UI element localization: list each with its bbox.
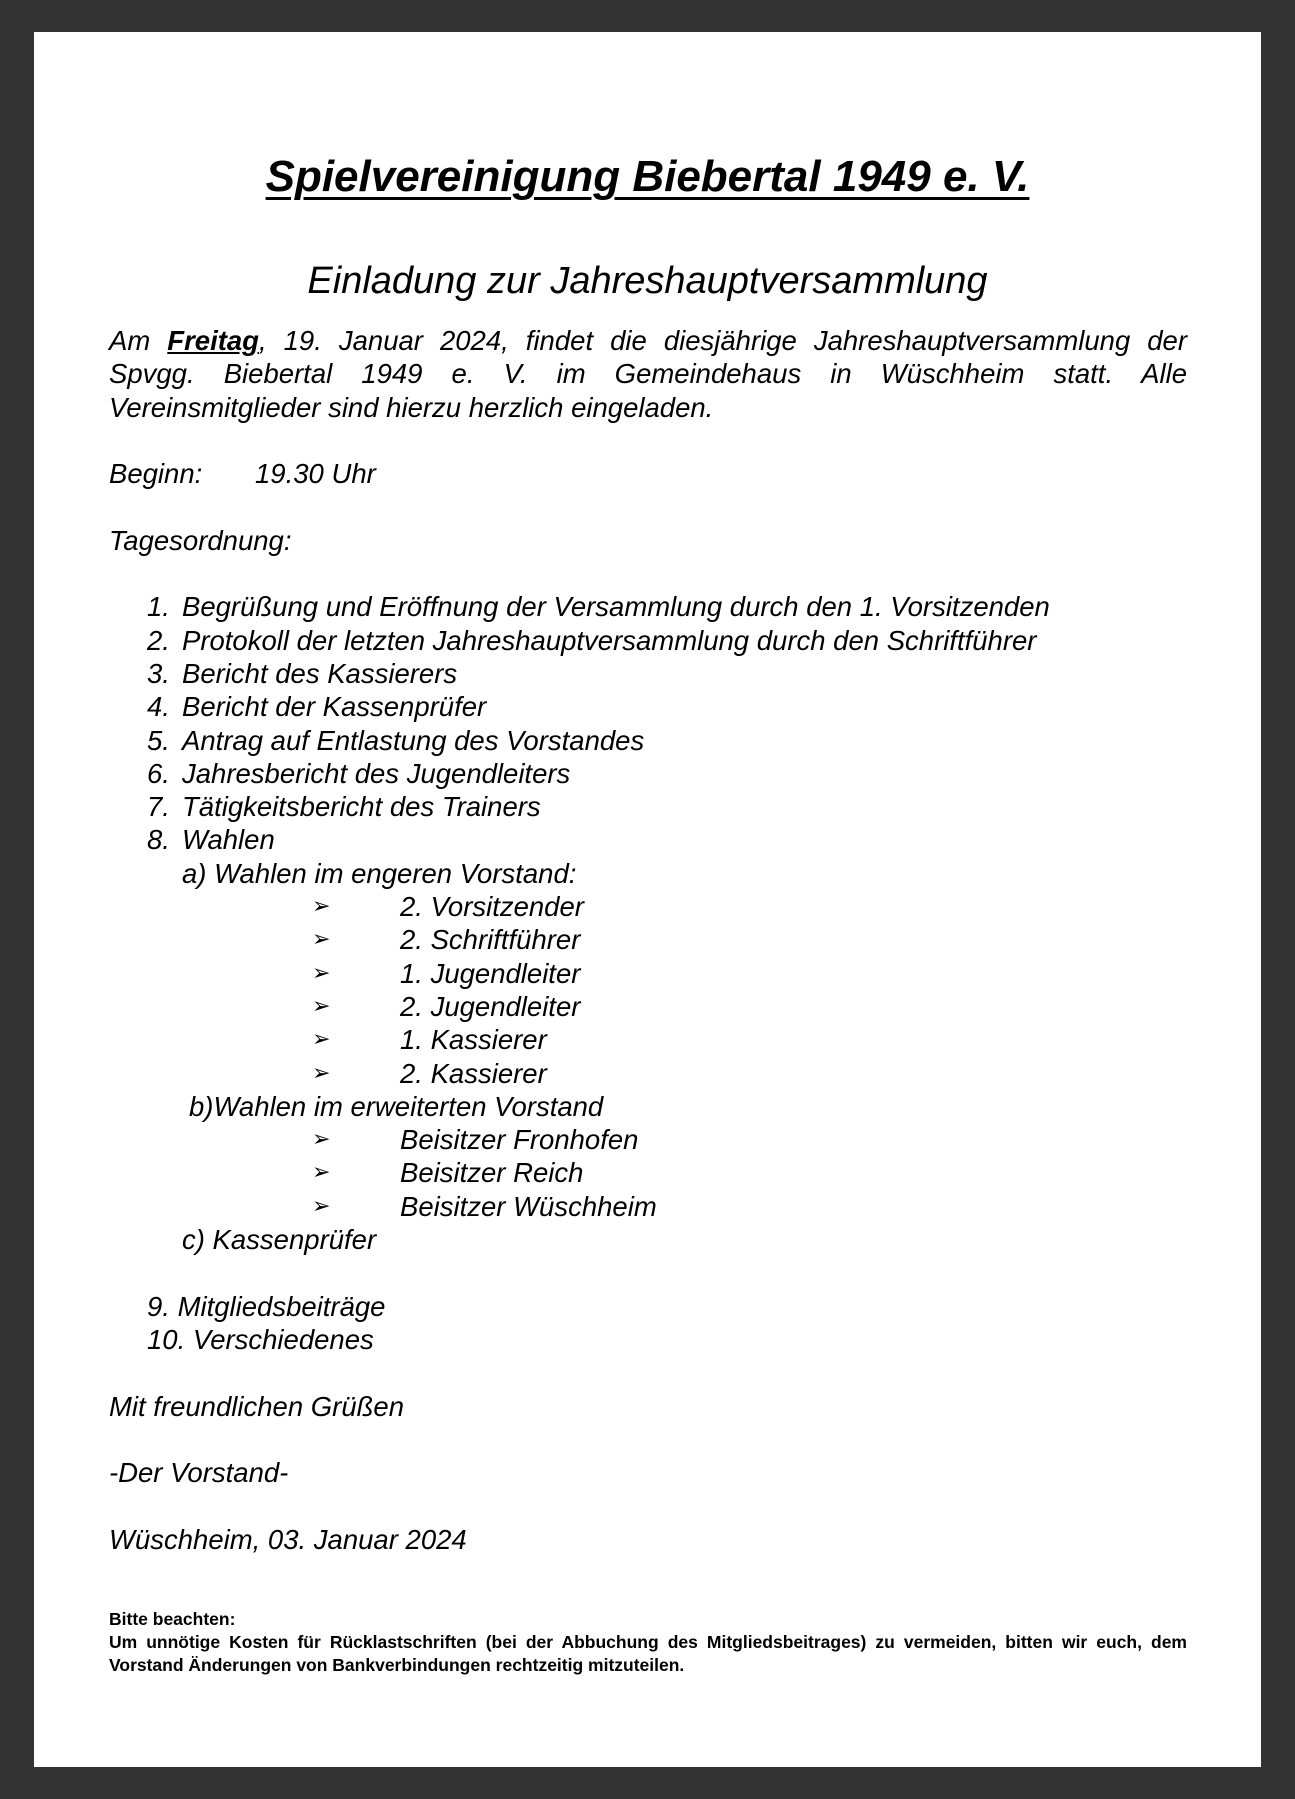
election-item-text: Beisitzer Reich (400, 1157, 584, 1189)
arrow-bullet-icon: ➢ (312, 1127, 331, 1153)
agenda-item-text: Protokoll der letzten Jahreshauptversammlung durch den Schriftführer (182, 624, 1037, 656)
agenda-item (109, 657, 1187, 690)
agenda-item (109, 757, 1187, 790)
agenda-item-number: 1. (147, 591, 170, 623)
arrow-bullet-icon: ➢ (312, 894, 331, 920)
note-heading: Bitte beachten: (109, 1609, 236, 1629)
closing: Mit freundlichen Grüßen (109, 1390, 404, 1422)
election-b-label (109, 1090, 1187, 1123)
arrow-bullet-icon: ➢ (312, 1060, 331, 1086)
election-item-text: 2. Schriftführer (400, 924, 581, 956)
agenda-item-text: Jahresbericht des Jugendleiters (182, 757, 571, 789)
arrow-bullet-icon: ➢ (312, 1193, 331, 1219)
place-date: Wüschheim, 03. Januar 2024 (109, 1523, 467, 1555)
document-page (34, 32, 1261, 1767)
election-item (109, 1190, 1187, 1223)
election-item (109, 890, 1187, 923)
election-item-text: 2. Vorsitzender (400, 891, 584, 923)
agenda-item-text: Wahlen (182, 824, 275, 856)
arrow-bullet-icon: ➢ (312, 927, 331, 953)
arrow-bullet-icon: ➢ (312, 960, 331, 986)
start-time (109, 457, 1187, 490)
agenda-item-text: Begrüßung und Eröffnung der Versammlung durch den 1. Vorsitzenden (182, 591, 1050, 623)
agenda-list (109, 590, 1187, 856)
agenda-item-text: Tätigkeitsbericht des Trainers (182, 791, 541, 823)
agenda-item (109, 624, 1187, 657)
election-item-text: Beisitzer Wüschheim (400, 1190, 657, 1222)
arrow-bullet-icon: ➢ (312, 993, 331, 1019)
election-item (109, 923, 1187, 956)
agenda-item-text: Bericht des Kassierers (182, 657, 458, 689)
start-label: Beginn: (109, 458, 203, 490)
intro-paragraph (109, 324, 1187, 424)
election-item (109, 1057, 1187, 1090)
agenda-item-10 (109, 1323, 1187, 1356)
agenda-item-text: 10. Verschiedenes (147, 1323, 374, 1355)
agenda-item-number: 8. (147, 824, 170, 856)
election-item (109, 1123, 1187, 1156)
agenda-item (109, 690, 1187, 723)
intro-prefix: Am (109, 325, 168, 356)
election-item (109, 1156, 1187, 1189)
intro-rest: , 19. Januar 2024, findet die diesjährige Jahreshauptversammlung der Spvgg. Biebertal 1949 e. V. im Gemeindehaus in Wüschheim statt. Alle Vereinsmitglieder sind hierzu herzlich eingeladen. (109, 325, 1188, 423)
document-subtitle: Einladung zur Jahreshauptversammlung (307, 260, 988, 302)
note-text: Um unnötige Kosten für Rücklastschriften (bei der Abbuchung des Mitgliedsbeitrages) zu vermeiden, bitten wir euch, dem Vorstand Änderungen von Bankverbindungen rechtzeitig mitzuteilen. (109, 1632, 1187, 1675)
election-a-list (109, 890, 1187, 1090)
election-a-text: a) Wahlen im engeren Vorstand: (182, 857, 577, 889)
agenda-item-number: 6. (147, 757, 170, 789)
agenda-item-number: 4. (147, 691, 170, 723)
election-a-label (109, 857, 1187, 890)
agenda-label: Tagesordnung: (109, 524, 292, 556)
arrow-bullet-icon: ➢ (312, 1160, 331, 1186)
payment-note (109, 1608, 1187, 1677)
document-body (109, 324, 1187, 1556)
agenda-item-number: 5. (147, 724, 170, 756)
election-b-list (109, 1123, 1187, 1223)
election-item-text: 2. Jugendleiter (400, 990, 581, 1022)
agenda-item (109, 823, 1187, 856)
signature: -Der Vorstand- (109, 1457, 289, 1489)
election-c-label (109, 1223, 1187, 1256)
agenda-item (109, 590, 1187, 623)
election-b-text: b)Wahlen im erweiterten Vorstand (189, 1090, 604, 1122)
document-title: Spielvereinigung Biebertal 1949 e. V. (265, 152, 1030, 201)
election-item-text: 2. Kassierer (400, 1057, 547, 1089)
election-item-text: Beisitzer Fronhofen (400, 1124, 639, 1156)
agenda-item-number: 3. (147, 657, 170, 689)
election-item-text: 1. Kassierer (400, 1024, 547, 1056)
agenda-item-text: Antrag auf Entlastung des Vorstandes (182, 724, 645, 756)
arrow-bullet-icon: ➢ (312, 1027, 331, 1053)
agenda-item-9 (109, 1290, 1187, 1323)
start-time-value: 19.30 Uhr (255, 458, 376, 490)
agenda-item-number: 7. (147, 791, 170, 823)
agenda-item (109, 790, 1187, 823)
agenda-item (109, 724, 1187, 757)
election-item (109, 990, 1187, 1023)
agenda-item-text: Bericht der Kassenprüfer (182, 691, 487, 723)
election-c-text: c) Kassenprüfer (182, 1224, 377, 1256)
intro-weekday: Freitag (167, 325, 259, 356)
election-item (109, 1023, 1187, 1056)
agenda-item-text: 9. Mitgliedsbeiträge (147, 1290, 386, 1322)
election-item-text: 1. Jugendleiter (400, 957, 581, 989)
agenda-item-number: 2. (147, 624, 170, 656)
election-item (109, 957, 1187, 990)
